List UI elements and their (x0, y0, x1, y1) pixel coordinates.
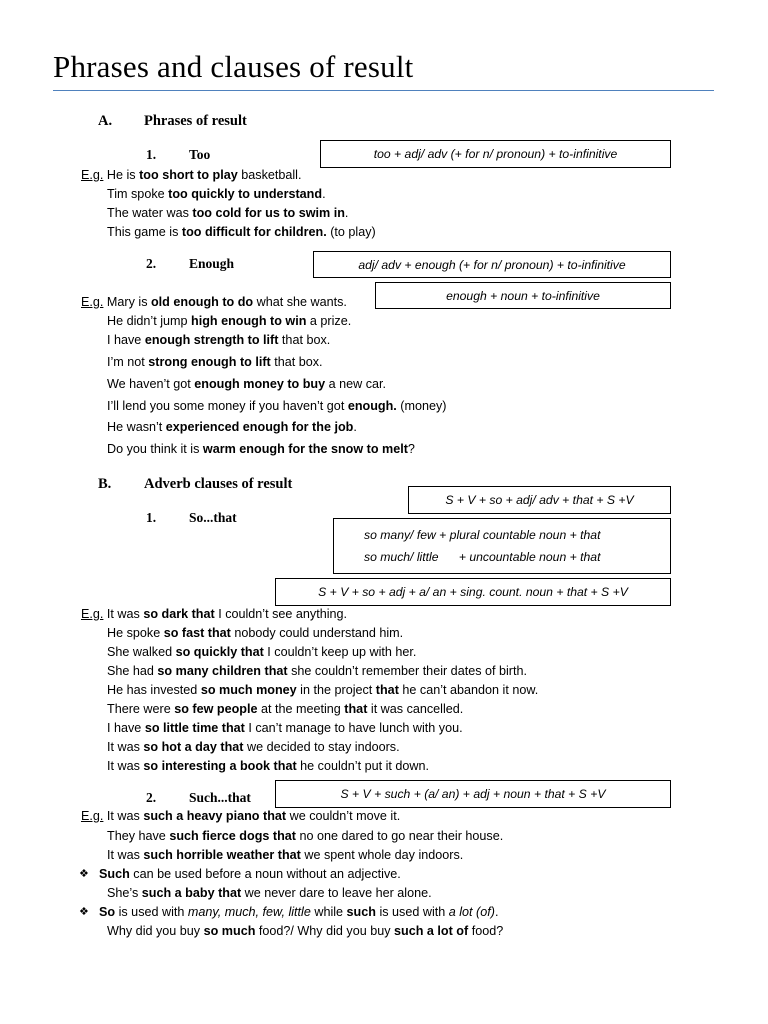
note-so: ❖ So is used with many, much, few, little while such is used with a lot (of). (79, 905, 499, 919)
such-that-example-2: They have such fierce dogs that no one dared to go near their house. (107, 829, 504, 843)
section-a-marker: A. (98, 113, 113, 129)
section-a-title: Phrases of result (144, 113, 247, 129)
note-such: ❖ Such can be used before a noun without an adjective. (79, 867, 401, 881)
such-that-formula-box (275, 780, 671, 808)
enough-example-3: I have enough strength to lift that box. (107, 333, 331, 347)
such-that-example-3: It was such horrible weather that we spent whole day indoors. (107, 848, 464, 862)
such-that-formula: S + V + such + (a/ an) + adj + noun + that + S +V (340, 787, 606, 801)
note-such-example: She’s such a baby that we never dare to leave her alone. (107, 886, 432, 900)
note-so-example: Why did you buy so much food?/ Why did you buy such a lot of food? (107, 924, 504, 938)
enough-formula-2: enough + noun + to-infinitive (446, 288, 600, 303)
so-that-example-3: She walked so quickly that I couldn’t keep up with her. (107, 645, 417, 659)
so-that-formula-1: S + V + so + adj/ adv + that + S +V (445, 493, 634, 507)
so-that-formula-2a: so many/ few + plural countable noun + that (364, 528, 601, 542)
so-that-marker: 1. (146, 510, 157, 525)
enough-example-2: He didn’t jump high enough to win a prize. (107, 314, 352, 328)
so-that-formula-box-1 (408, 486, 671, 514)
too-example-2: Tim spoke too quickly to understand. (107, 187, 326, 201)
enough-example-4: I’m not strong enough to lift that box. (107, 355, 323, 369)
enough-example-7: He wasn’t experienced enough for the job. (107, 420, 357, 434)
too-formula: too + adj/ adv (+ for n/ pronoun) + to-infinitive (373, 147, 618, 161)
so-that-example-9: It was so interesting a book that he couldn’t put it down. (107, 759, 429, 773)
so-that-formula-box-2 (333, 518, 671, 574)
so-that-example-2: He spoke so fast that nobody could understand him. (107, 626, 404, 640)
so-that-formula-3: S + V + so + adj + a/ an + sing. count. noun + that + S +V (318, 585, 628, 599)
too-marker: 1. (146, 147, 157, 162)
eg-label: E.g. (81, 168, 104, 182)
title-rule (53, 90, 714, 91)
enough-example-5: We haven’t got enough money to buy a new car. (107, 377, 387, 391)
such-that-example-1: E.g. It was such a heavy piano that we couldn’t move it. (81, 809, 401, 823)
diamond-bullet-icon: ❖ (79, 906, 89, 918)
too-example-3: The water was too cold for us to swim in. (107, 206, 349, 220)
too-example-4: This game is too difficult for children. (to play) (107, 225, 376, 239)
page-title: Phrases and clauses of result (53, 49, 414, 84)
enough-example-6: I’ll lend you some money if you haven’t got enough. (money) (107, 399, 447, 413)
section-b-title: Adverb clauses of result (144, 476, 293, 492)
so-that-formula-2b: so much/ little + uncountable noun + that (364, 550, 601, 564)
so-that-example-1: E.g. It was so dark that I couldn’t see anything. (81, 607, 348, 621)
so-that-example-5: He has invested so much money in the project that he can’t abandon it now. (107, 683, 539, 697)
so-that-example-8: It was so hot a day that we decided to stay indoors. (107, 740, 400, 754)
enough-title: Enough (189, 256, 235, 271)
enough-formula-box-1 (313, 251, 671, 278)
too-formula-box (320, 140, 671, 168)
section-b-marker: B. (98, 476, 112, 492)
enough-formula-1: adj/ adv + enough (+ for n/ pronoun) + to-infinitive (358, 257, 626, 272)
so-that-example-7: I have so little time that I can’t manage to have lunch with you. (107, 721, 463, 735)
such-that-title: Such...that (189, 790, 251, 805)
too-title: Too (189, 147, 211, 162)
enough-formula-box-2 (375, 282, 671, 309)
enough-example-1: E.g. Mary is old enough to do what she wants. (81, 295, 347, 309)
such-that-marker: 2. (146, 790, 157, 805)
so-that-title: So...that (189, 510, 237, 525)
so-that-example-4: She had so many children that she couldn’t remember their dates of birth. (107, 664, 527, 678)
diamond-bullet-icon: ❖ (79, 868, 89, 880)
enough-example-8: Do you think it is warm enough for the snow to melt? (107, 442, 415, 456)
enough-marker: 2. (146, 256, 157, 271)
so-that-example-6: There were so few people at the meeting that it was cancelled. (107, 702, 464, 716)
so-that-formula-box-3 (275, 578, 671, 606)
too-example-1: E.g. He is too short to play basketball. (81, 168, 302, 182)
